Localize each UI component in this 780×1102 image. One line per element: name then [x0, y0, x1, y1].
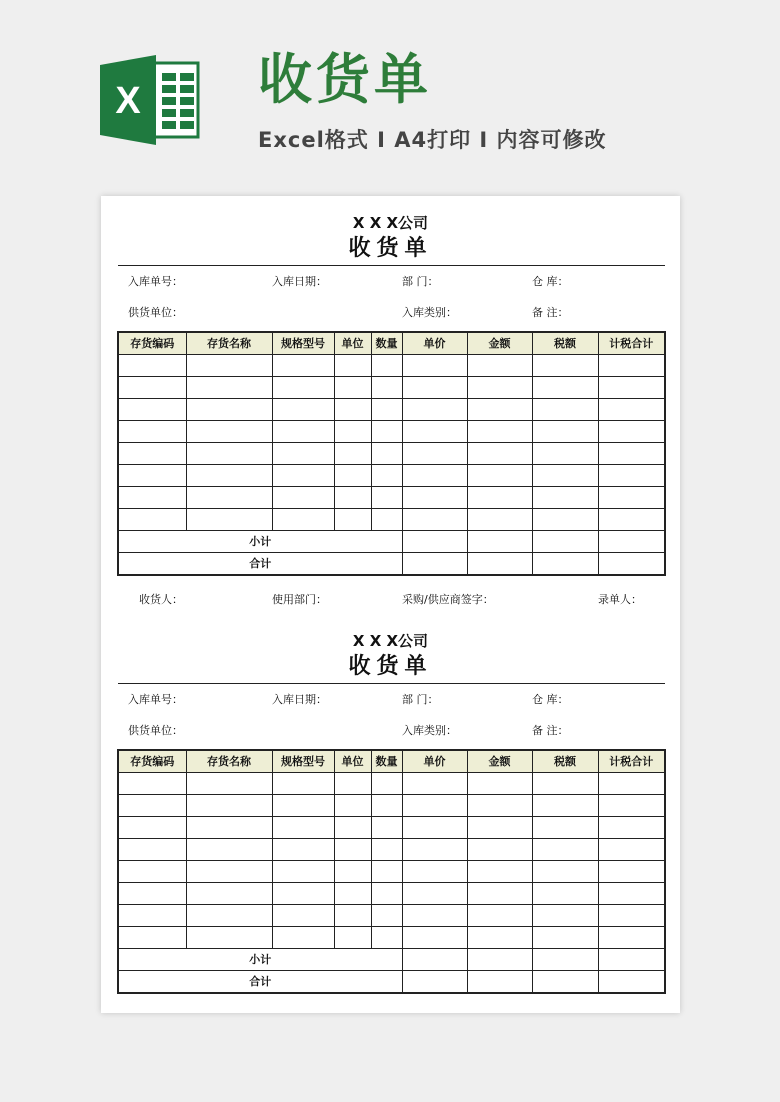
- warehouse-label: 仓 库：: [532, 693, 569, 706]
- table-cell[interactable]: [272, 421, 334, 443]
- table-header-row: [118, 332, 665, 355]
- table-row: [118, 773, 665, 795]
- table-cell[interactable]: [272, 861, 334, 883]
- table-cell[interactable]: [598, 509, 665, 531]
- table-cell[interactable]: [272, 509, 334, 531]
- table-cell[interactable]: [186, 905, 272, 927]
- table-cell[interactable]: [371, 443, 402, 465]
- table-cell[interactable]: [402, 971, 467, 994]
- table-cell[interactable]: [186, 399, 272, 421]
- table-cell[interactable]: [334, 421, 371, 443]
- table-cell[interactable]: [186, 421, 272, 443]
- table-cell[interactable]: [598, 355, 665, 377]
- table-cell[interactable]: [598, 839, 665, 861]
- use-dept-label: 使用部门：: [272, 593, 327, 606]
- table-cell[interactable]: [402, 839, 467, 861]
- subtotal-label: 小计: [118, 531, 402, 553]
- table-cell[interactable]: [186, 443, 272, 465]
- table-cell[interactable]: [402, 355, 467, 377]
- total-label: 合计: [118, 553, 402, 576]
- table-cell[interactable]: [467, 487, 532, 509]
- table-cell[interactable]: [598, 883, 665, 905]
- excel-logo-icon: [100, 55, 200, 145]
- table-cell[interactable]: [402, 443, 467, 465]
- table-cell[interactable]: [118, 465, 186, 487]
- receipt-no-label: 入库单号：: [128, 693, 183, 706]
- table-cell[interactable]: [272, 465, 334, 487]
- table-cell[interactable]: [402, 927, 467, 949]
- table-cell[interactable]: [532, 443, 598, 465]
- table-cell[interactable]: [532, 971, 598, 994]
- recorder-label: 录单人：: [598, 593, 642, 606]
- table-cell[interactable]: [402, 421, 467, 443]
- table-cell[interactable]: [532, 509, 598, 531]
- table-cell[interactable]: [186, 883, 272, 905]
- table-cell[interactable]: [598, 465, 665, 487]
- table-row: [118, 839, 665, 861]
- table-cell[interactable]: [272, 839, 334, 861]
- table-cell[interactable]: [371, 861, 402, 883]
- table-cell[interactable]: [467, 861, 532, 883]
- table-header-row: [118, 750, 665, 773]
- table-cell[interactable]: [371, 839, 402, 861]
- table-row: [118, 443, 665, 465]
- table-cell[interactable]: [371, 421, 402, 443]
- table-cell[interactable]: [186, 487, 272, 509]
- table-cell[interactable]: [598, 377, 665, 399]
- total-row: [118, 553, 665, 576]
- table-cell[interactable]: [467, 949, 532, 971]
- svg-text:X: X: [115, 80, 141, 122]
- goods-table: [117, 331, 666, 576]
- col-header: 单位: [334, 750, 371, 773]
- table-cell[interactable]: [272, 795, 334, 817]
- table-cell[interactable]: [532, 861, 598, 883]
- title-divider: [118, 265, 665, 266]
- table-cell[interactable]: [186, 927, 272, 949]
- table-cell[interactable]: [334, 355, 371, 377]
- subtotal-row: [118, 531, 665, 553]
- table-cell[interactable]: [532, 487, 598, 509]
- table-cell[interactable]: [371, 509, 402, 531]
- remarks-label: 备 注：: [532, 724, 569, 737]
- table-cell[interactable]: [402, 773, 467, 795]
- table-row: [118, 509, 665, 531]
- table-cell[interactable]: [402, 861, 467, 883]
- subtotal-row: [118, 949, 665, 971]
- col-header: 金额: [467, 750, 532, 773]
- col-header: 存货编码: [118, 750, 186, 773]
- table-row: [118, 487, 665, 509]
- receipt-no-label: 入库单号：: [128, 275, 183, 288]
- table-cell[interactable]: [334, 465, 371, 487]
- table-cell[interactable]: [371, 465, 402, 487]
- table-cell[interactable]: [532, 553, 598, 576]
- table-cell[interactable]: [186, 355, 272, 377]
- table-cell[interactable]: [334, 839, 371, 861]
- table-cell[interactable]: [334, 377, 371, 399]
- goods-table: [117, 749, 666, 994]
- table-cell[interactable]: [272, 487, 334, 509]
- table-cell[interactable]: [118, 927, 186, 949]
- table-cell[interactable]: [118, 883, 186, 905]
- table-cell[interactable]: [186, 817, 272, 839]
- total-label: 合计: [118, 971, 402, 994]
- table-cell[interactable]: [118, 355, 186, 377]
- table-cell[interactable]: [467, 465, 532, 487]
- table-cell[interactable]: [118, 421, 186, 443]
- table-cell[interactable]: [467, 355, 532, 377]
- table-cell[interactable]: [118, 905, 186, 927]
- table-cell[interactable]: [272, 773, 334, 795]
- table-cell[interactable]: [402, 905, 467, 927]
- table-cell[interactable]: [598, 861, 665, 883]
- table-cell[interactable]: [272, 817, 334, 839]
- table-cell[interactable]: [532, 795, 598, 817]
- document-sheet: [101, 196, 680, 1013]
- table-cell[interactable]: [402, 465, 467, 487]
- table-cell[interactable]: [186, 377, 272, 399]
- table-cell[interactable]: [186, 465, 272, 487]
- col-header: 规格型号: [272, 332, 334, 355]
- table-cell[interactable]: [402, 399, 467, 421]
- table-cell[interactable]: [118, 443, 186, 465]
- table-cell[interactable]: [118, 861, 186, 883]
- table-row: [118, 465, 665, 487]
- table-cell[interactable]: [467, 509, 532, 531]
- table-cell[interactable]: [467, 531, 532, 553]
- page-title: 收货单: [258, 48, 432, 111]
- table-cell[interactable]: [118, 399, 186, 421]
- table-cell[interactable]: [118, 773, 186, 795]
- table-cell[interactable]: [598, 553, 665, 576]
- page-subtitle: Excel格式 I A4打印 I 内容可修改: [258, 128, 607, 152]
- title-divider: [118, 683, 665, 684]
- table-cell[interactable]: [371, 883, 402, 905]
- table-row: [118, 905, 665, 927]
- table-cell[interactable]: [334, 773, 371, 795]
- col-header: 存货名称: [186, 750, 272, 773]
- table-row: [118, 399, 665, 421]
- col-header: 存货编码: [118, 332, 186, 355]
- table-cell[interactable]: [334, 905, 371, 927]
- table-cell[interactable]: [402, 883, 467, 905]
- table-cell[interactable]: [532, 465, 598, 487]
- table-row: [118, 883, 665, 905]
- table-cell[interactable]: [371, 377, 402, 399]
- warehouse-label: 仓 库：: [532, 275, 569, 288]
- table-row: [118, 795, 665, 817]
- table-cell[interactable]: [118, 795, 186, 817]
- table-cell[interactable]: [532, 421, 598, 443]
- table-cell[interactable]: [371, 905, 402, 927]
- table-cell[interactable]: [532, 531, 598, 553]
- table-cell[interactable]: [532, 927, 598, 949]
- table-cell[interactable]: [467, 443, 532, 465]
- table-cell[interactable]: [402, 817, 467, 839]
- table-cell[interactable]: [467, 377, 532, 399]
- table-cell[interactable]: [402, 487, 467, 509]
- form-title: 收货单: [348, 236, 433, 261]
- receiver-label: 收货人：: [139, 593, 183, 606]
- table-cell[interactable]: [467, 883, 532, 905]
- table-cell[interactable]: [598, 399, 665, 421]
- table-cell[interactable]: [334, 861, 371, 883]
- table-body: [118, 355, 665, 531]
- table-cell[interactable]: [186, 839, 272, 861]
- table-cell[interactable]: [334, 399, 371, 421]
- table-cell[interactable]: [598, 927, 665, 949]
- table-body: [118, 773, 665, 949]
- total-row: [118, 971, 665, 994]
- receipt-type-label: 入库类别：: [402, 724, 457, 737]
- col-header: 金额: [467, 332, 532, 355]
- col-header: 单价: [402, 332, 467, 355]
- table-cell[interactable]: [598, 773, 665, 795]
- table-row: [118, 421, 665, 443]
- table-cell[interactable]: [467, 421, 532, 443]
- table-cell[interactable]: [467, 817, 532, 839]
- col-header: 规格型号: [272, 750, 334, 773]
- table-cell[interactable]: [598, 795, 665, 817]
- table-cell[interactable]: [272, 355, 334, 377]
- receipt-type-label: 入库类别：: [402, 306, 457, 319]
- table-cell[interactable]: [467, 927, 532, 949]
- table-cell[interactable]: [272, 927, 334, 949]
- table-cell[interactable]: [402, 949, 467, 971]
- table-cell[interactable]: [371, 795, 402, 817]
- table-cell[interactable]: [598, 487, 665, 509]
- table-cell[interactable]: [532, 839, 598, 861]
- department-label: 部 门：: [402, 275, 439, 288]
- table-row: [118, 355, 665, 377]
- table-cell[interactable]: [371, 817, 402, 839]
- table-cell[interactable]: [467, 399, 532, 421]
- table-cell[interactable]: [402, 509, 467, 531]
- table-cell[interactable]: [467, 905, 532, 927]
- col-header: 单位: [334, 332, 371, 355]
- table-cell[interactable]: [334, 817, 371, 839]
- table-cell[interactable]: [118, 377, 186, 399]
- table-row: [118, 861, 665, 883]
- table-cell[interactable]: [402, 531, 467, 553]
- table-cell[interactable]: [371, 487, 402, 509]
- table-cell[interactable]: [598, 421, 665, 443]
- table-cell[interactable]: [186, 795, 272, 817]
- table-cell[interactable]: [118, 817, 186, 839]
- supplier-label: 供货单位：: [128, 724, 183, 737]
- company-name: X X X公司: [352, 632, 429, 650]
- table-cell[interactable]: [532, 355, 598, 377]
- table-cell[interactable]: [272, 399, 334, 421]
- table-row: [118, 817, 665, 839]
- table-cell[interactable]: [334, 509, 371, 531]
- table-cell[interactable]: [272, 883, 334, 905]
- table-cell[interactable]: [186, 861, 272, 883]
- table-cell[interactable]: [334, 487, 371, 509]
- col-header: 计税合计: [598, 750, 665, 773]
- col-header: 存货名称: [186, 332, 272, 355]
- col-header: 数量: [371, 750, 402, 773]
- table-cell[interactable]: [532, 949, 598, 971]
- table-cell[interactable]: [371, 927, 402, 949]
- table-cell[interactable]: [371, 399, 402, 421]
- table-cell[interactable]: [467, 839, 532, 861]
- table-cell[interactable]: [186, 773, 272, 795]
- receipt-date-label: 入库日期：: [272, 275, 327, 288]
- table-cell[interactable]: [467, 553, 532, 576]
- table-cell[interactable]: [334, 795, 371, 817]
- table-cell[interactable]: [532, 817, 598, 839]
- table-cell[interactable]: [467, 773, 532, 795]
- col-header: 税额: [532, 750, 598, 773]
- col-header: 税额: [532, 332, 598, 355]
- table-cell[interactable]: [272, 443, 334, 465]
- table-cell[interactable]: [272, 905, 334, 927]
- table-cell[interactable]: [371, 355, 402, 377]
- department-label: 部 门：: [402, 693, 439, 706]
- receipt-date-label: 入库日期：: [272, 693, 327, 706]
- table-cell[interactable]: [467, 795, 532, 817]
- table-cell[interactable]: [334, 443, 371, 465]
- table-cell[interactable]: [272, 377, 334, 399]
- table-row: [118, 927, 665, 949]
- table-cell[interactable]: [532, 399, 598, 421]
- table-cell[interactable]: [598, 905, 665, 927]
- company-name: X X X公司: [352, 214, 429, 232]
- col-header: 单价: [402, 750, 467, 773]
- supplier-label: 供货单位：: [128, 306, 183, 319]
- table-cell[interactable]: [402, 377, 467, 399]
- table-cell[interactable]: [334, 883, 371, 905]
- col-header: 计税合计: [598, 332, 665, 355]
- table-cell[interactable]: [532, 773, 598, 795]
- table-cell[interactable]: [598, 443, 665, 465]
- table-cell[interactable]: [598, 531, 665, 553]
- table-cell[interactable]: [598, 971, 665, 994]
- table-cell[interactable]: [402, 553, 467, 576]
- table-cell[interactable]: [532, 883, 598, 905]
- table-cell[interactable]: [598, 817, 665, 839]
- purchaser-signature-label: 采购/供应商签字：: [402, 593, 494, 606]
- table-cell[interactable]: [186, 509, 272, 531]
- table-cell[interactable]: [402, 795, 467, 817]
- table-cell[interactable]: [118, 839, 186, 861]
- table-cell[interactable]: [467, 971, 532, 994]
- table-cell[interactable]: [371, 773, 402, 795]
- table-cell[interactable]: [334, 927, 371, 949]
- col-header: 数量: [371, 332, 402, 355]
- table-cell[interactable]: [598, 949, 665, 971]
- form-title: 收货单: [348, 654, 433, 679]
- table-row: [118, 377, 665, 399]
- table-cell[interactable]: [532, 905, 598, 927]
- subtotal-label: 小计: [118, 949, 402, 971]
- remarks-label: 备 注：: [532, 306, 569, 319]
- table-cell[interactable]: [118, 487, 186, 509]
- table-cell[interactable]: [118, 509, 186, 531]
- table-cell[interactable]: [532, 377, 598, 399]
